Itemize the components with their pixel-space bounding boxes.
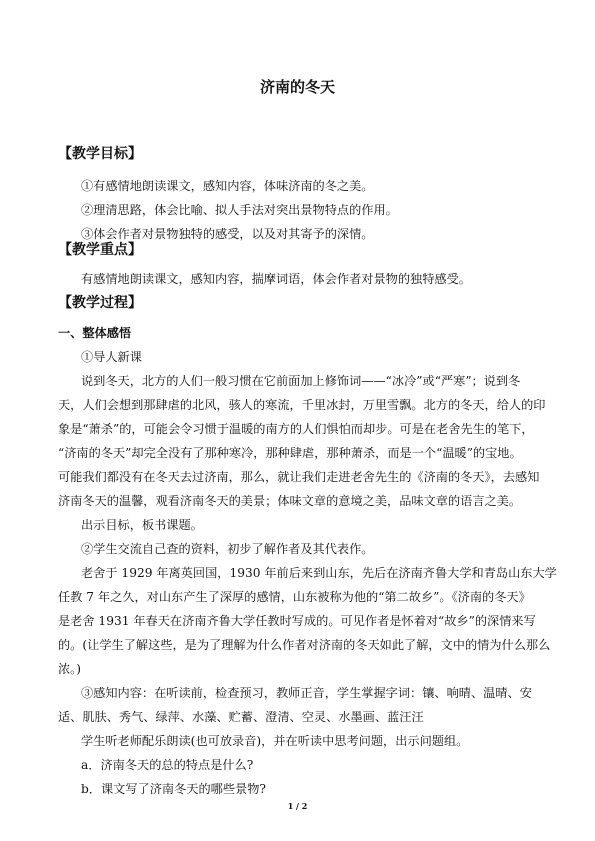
para1-line: “济南的冬天”却完全没有了那种寒冷，那种肆虐，那种萧杀，而是一个“温暖”的宝地。: [58, 446, 522, 460]
para1-line: 天，人们会想到那肆虐的北风，骇人的寒流，千里冰封，万里雪飘。北方的冬天，给人的印: [58, 398, 546, 412]
goals-list: [58, 174, 538, 246]
process-subheading: 一、整体感悟: [58, 326, 132, 340]
process-body: [58, 321, 557, 801]
para2-line: 是老舍 1931 年春天在济南齐鲁大学任教时写成的。可见作者是怀着对“故乡”的深情来写: [58, 614, 536, 628]
page-number: 1 / 2: [287, 801, 308, 811]
show-goals: 出示目标，板书课题。: [81, 518, 203, 532]
para1-line: 说到冬天，北方的人们一般习惯在它前面加上修饰词——“冰冷”或“严寒”；说到冬: [81, 374, 521, 388]
para2-line: 浓。): [58, 662, 82, 676]
goal-item: ③体会作者对景物独特的感受，以及对其寄予的深情。: [81, 227, 374, 241]
document-title: 济南的冬天: [259, 78, 335, 96]
section-focus: [58, 239, 538, 259]
step1-title: ①导人新课: [81, 350, 142, 364]
goal-item: ①有感情地朗读课文，感知内容，体味济南的冬之美。: [81, 179, 374, 193]
step2-title: ②学生交流自己查的资料，初步了解作者及其代表作。: [81, 542, 374, 556]
question-b: b．课文写了济南冬天的哪些景物?: [81, 782, 266, 796]
section-process: [58, 292, 538, 312]
para2-line: 的。(让学生了解这些，是为了理解为什么作者对济南的冬天如此了解，文中的情为什么那么: [58, 638, 551, 652]
process-heading: 【教学过程】: [58, 295, 142, 311]
section-goals: [58, 143, 538, 163]
para1-line: 可能我们都没有在冬天去过济南，那么，就让我们走进老舍先生的《济南的冬天》，去感知: [58, 470, 540, 484]
step3-line: 适、肌肤、秀气、绿萍、水藻、贮蓄、澄清、空灵、水墨画、蓝汪汪: [58, 710, 424, 724]
goal-item: ②理清思路，体会比喻、拟人手法对突出景物特点的作用。: [81, 203, 398, 217]
para1-line: 象是“萧杀”的，可能会令习惯于温暖的南方的人们惧怕而却步。可是在老舍先生的笔下，: [58, 422, 534, 436]
focus-body: [58, 267, 538, 291]
para2-line: 老舍于 1929 年离英回国，1930 年前后来到山东，先后在济南齐鲁大学和青岛山东大学: [81, 566, 557, 580]
question-a: a．济南冬天的总的特点是什么?: [81, 758, 254, 772]
focus-heading: 【教学重点】: [58, 242, 142, 258]
para2-line: 任教 7 年之久，对山东产生了深厚的感情，山东被称为他的“第二故乡”。《济南的冬天》: [58, 590, 531, 604]
step3-line: ③感知内容：在听读前，检查预习，教师正音，学生掌握字词：镶、响晴、温晴、安: [81, 686, 532, 700]
listen-instruction: 学生听老师配乐朗读(也可放录音)，并在听读中思考问题，出示问题组。: [81, 734, 469, 748]
focus-text: 有感情地朗读课文，感知内容，揣摩词语，体会作者对景物的独特感受。: [81, 272, 471, 286]
goals-heading: 【教学目标】: [58, 146, 142, 162]
para1-line: 济南冬天的温馨，观看济南冬天的美景；体味文章的意境之美，品味文章的语言之美。: [58, 494, 522, 508]
